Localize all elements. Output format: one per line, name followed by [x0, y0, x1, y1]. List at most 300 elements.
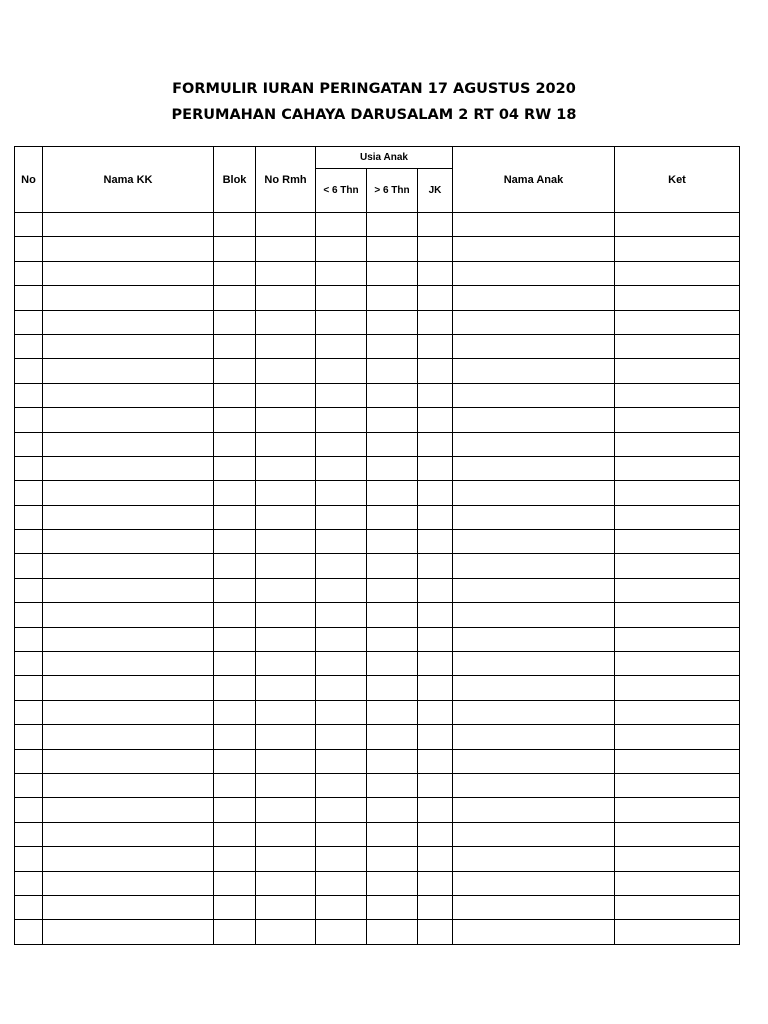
cell-nama-anak[interactable] [453, 261, 615, 285]
cell-ket[interactable] [615, 871, 740, 895]
cell-nama-kk[interactable] [43, 359, 214, 383]
cell-under-6[interactable] [316, 895, 367, 919]
cell-no-rmh[interactable] [256, 334, 316, 358]
cell-no[interactable] [15, 286, 43, 310]
cell-under-6[interactable] [316, 603, 367, 627]
cell-ket[interactable] [615, 359, 740, 383]
cell-jk[interactable] [418, 603, 453, 627]
table-row [15, 676, 740, 700]
cell-under-6[interactable] [316, 481, 367, 505]
cell-no[interactable] [15, 871, 43, 895]
cell-ket[interactable] [615, 652, 740, 676]
table-row [15, 261, 740, 285]
cell-no-rmh[interactable] [256, 603, 316, 627]
cell-over-6[interactable] [367, 432, 418, 456]
cell-jk[interactable] [418, 481, 453, 505]
cell-jk[interactable] [418, 286, 453, 310]
cell-ket[interactable] [615, 505, 740, 529]
cell-nama-anak[interactable] [453, 237, 615, 261]
cell-nama-kk[interactable] [43, 383, 214, 407]
cell-nama-anak[interactable] [453, 652, 615, 676]
cell-ket[interactable] [615, 530, 740, 554]
table-row [15, 920, 740, 944]
table-row [15, 652, 740, 676]
cell-nama-anak[interactable] [453, 603, 615, 627]
cell-jk[interactable] [418, 456, 453, 480]
cell-no[interactable] [15, 603, 43, 627]
cell-blok[interactable] [214, 725, 256, 749]
cell-under-6[interactable] [316, 237, 367, 261]
cell-no[interactable] [15, 213, 43, 237]
table-row [15, 798, 740, 822]
cell-ket[interactable] [615, 310, 740, 334]
cell-no[interactable] [15, 895, 43, 919]
cell-ket[interactable] [615, 481, 740, 505]
cell-nama-anak[interactable] [453, 554, 615, 578]
cell-no-rmh[interactable] [256, 554, 316, 578]
cell-under-6[interactable] [316, 822, 367, 846]
cell-nama-kk[interactable] [43, 334, 214, 358]
cell-over-6[interactable] [367, 237, 418, 261]
cell-nama-anak[interactable] [453, 408, 615, 432]
cell-nama-kk[interactable] [43, 652, 214, 676]
cell-no[interactable] [15, 578, 43, 602]
cell-under-6[interactable] [316, 871, 367, 895]
cell-blok[interactable] [214, 530, 256, 554]
header-row-top [15, 147, 740, 169]
cell-no[interactable] [15, 847, 43, 871]
cell-nama-kk[interactable] [43, 481, 214, 505]
cell-no-rmh[interactable] [256, 213, 316, 237]
header-jk: JK [418, 169, 453, 213]
cell-blok[interactable] [214, 383, 256, 407]
cell-under-6[interactable] [316, 505, 367, 529]
table-row [15, 237, 740, 261]
cell-jk[interactable] [418, 261, 453, 285]
cell-jk[interactable] [418, 725, 453, 749]
cell-over-6[interactable] [367, 554, 418, 578]
cell-over-6[interactable] [367, 286, 418, 310]
cell-no[interactable] [15, 554, 43, 578]
cell-over-6[interactable] [367, 652, 418, 676]
cell-nama-kk[interactable] [43, 725, 214, 749]
cell-nama-kk[interactable] [43, 213, 214, 237]
cell-nama-anak[interactable] [453, 334, 615, 358]
cell-over-6[interactable] [367, 749, 418, 773]
cell-under-6[interactable] [316, 286, 367, 310]
cell-jk[interactable] [418, 310, 453, 334]
cell-under-6[interactable] [316, 749, 367, 773]
cell-jk[interactable] [418, 334, 453, 358]
cell-ket[interactable] [615, 847, 740, 871]
cell-nama-kk[interactable] [43, 578, 214, 602]
cell-over-6[interactable] [367, 895, 418, 919]
cell-blok[interactable] [214, 237, 256, 261]
cell-no-rmh[interactable] [256, 481, 316, 505]
cell-no[interactable] [15, 798, 43, 822]
cell-blok[interactable] [214, 847, 256, 871]
cell-under-6[interactable] [316, 578, 367, 602]
cell-no-rmh[interactable] [256, 456, 316, 480]
cell-no-rmh[interactable] [256, 847, 316, 871]
cell-over-6[interactable] [367, 676, 418, 700]
cell-ket[interactable] [615, 432, 740, 456]
table-row [15, 359, 740, 383]
cell-ket[interactable] [615, 700, 740, 724]
cell-no[interactable] [15, 530, 43, 554]
cell-no[interactable] [15, 920, 43, 944]
cell-jk[interactable] [418, 359, 453, 383]
cell-under-6[interactable] [316, 676, 367, 700]
cell-nama-anak[interactable] [453, 773, 615, 797]
cell-jk[interactable] [418, 676, 453, 700]
cell-over-6[interactable] [367, 334, 418, 358]
cell-under-6[interactable] [316, 213, 367, 237]
cell-nama-kk[interactable] [43, 847, 214, 871]
cell-over-6[interactable] [367, 383, 418, 407]
cell-nama-kk[interactable] [43, 310, 214, 334]
cell-nama-anak[interactable] [453, 286, 615, 310]
cell-nama-anak[interactable] [453, 359, 615, 383]
cell-nama-anak[interactable] [453, 725, 615, 749]
cell-ket[interactable] [615, 261, 740, 285]
cell-under-6[interactable] [316, 310, 367, 334]
cell-jk[interactable] [418, 383, 453, 407]
cell-nama-anak[interactable] [453, 895, 615, 919]
cell-ket[interactable] [615, 895, 740, 919]
cell-blok[interactable] [214, 359, 256, 383]
cell-no-rmh[interactable] [256, 237, 316, 261]
cell-no-rmh[interactable] [256, 822, 316, 846]
cell-nama-anak[interactable] [453, 213, 615, 237]
cell-no[interactable] [15, 749, 43, 773]
cell-ket[interactable] [615, 749, 740, 773]
cell-jk[interactable] [418, 627, 453, 651]
cell-blok[interactable] [214, 749, 256, 773]
header-blok: Blok [214, 147, 256, 213]
cell-no-rmh[interactable] [256, 676, 316, 700]
cell-nama-kk[interactable] [43, 261, 214, 285]
cell-no-rmh[interactable] [256, 310, 316, 334]
cell-no-rmh[interactable] [256, 286, 316, 310]
cell-over-6[interactable] [367, 725, 418, 749]
table-row [15, 895, 740, 919]
cell-no[interactable] [15, 261, 43, 285]
cell-no[interactable] [15, 237, 43, 261]
cell-nama-anak[interactable] [453, 847, 615, 871]
header-over-6: > 6 Thn [367, 169, 418, 213]
cell-blok[interactable] [214, 920, 256, 944]
cell-under-6[interactable] [316, 334, 367, 358]
cell-no-rmh[interactable] [256, 652, 316, 676]
cell-blok[interactable] [214, 310, 256, 334]
cell-jk[interactable] [418, 871, 453, 895]
table-row [15, 554, 740, 578]
cell-no[interactable] [15, 505, 43, 529]
cell-blok[interactable] [214, 578, 256, 602]
cell-no-rmh[interactable] [256, 749, 316, 773]
cell-nama-anak[interactable] [453, 530, 615, 554]
cell-nama-kk[interactable] [43, 871, 214, 895]
cell-nama-anak[interactable] [453, 310, 615, 334]
cell-nama-anak[interactable] [453, 700, 615, 724]
cell-no-rmh[interactable] [256, 871, 316, 895]
table-row [15, 383, 740, 407]
cell-no-rmh[interactable] [256, 359, 316, 383]
cell-no[interactable] [15, 334, 43, 358]
cell-over-6[interactable] [367, 505, 418, 529]
header-no-rmh: No Rmh [256, 147, 316, 213]
cell-nama-kk[interactable] [43, 676, 214, 700]
cell-jk[interactable] [418, 554, 453, 578]
cell-no[interactable] [15, 652, 43, 676]
cell-no-rmh[interactable] [256, 408, 316, 432]
cell-no[interactable] [15, 408, 43, 432]
cell-nama-kk[interactable] [43, 798, 214, 822]
cell-over-6[interactable] [367, 310, 418, 334]
cell-ket[interactable] [615, 578, 740, 602]
table-row [15, 432, 740, 456]
cell-over-6[interactable] [367, 578, 418, 602]
cell-under-6[interactable] [316, 383, 367, 407]
cell-ket[interactable] [615, 676, 740, 700]
cell-no-rmh[interactable] [256, 261, 316, 285]
cell-blok[interactable] [214, 432, 256, 456]
cell-nama-kk[interactable] [43, 554, 214, 578]
cell-jk[interactable] [418, 920, 453, 944]
cell-no[interactable] [15, 822, 43, 846]
cell-no-rmh[interactable] [256, 383, 316, 407]
cell-blok[interactable] [214, 652, 256, 676]
table-body [15, 213, 740, 945]
cell-over-6[interactable] [367, 603, 418, 627]
cell-nama-anak[interactable] [453, 871, 615, 895]
cell-no-rmh[interactable] [256, 578, 316, 602]
cell-nama-kk[interactable] [43, 603, 214, 627]
cell-under-6[interactable] [316, 700, 367, 724]
cell-blok[interactable] [214, 261, 256, 285]
cell-jk[interactable] [418, 895, 453, 919]
cell-over-6[interactable] [367, 798, 418, 822]
cell-over-6[interactable] [367, 627, 418, 651]
cell-under-6[interactable] [316, 408, 367, 432]
cell-ket[interactable] [615, 408, 740, 432]
cell-over-6[interactable] [367, 530, 418, 554]
header-no: No [15, 147, 43, 213]
cell-nama-anak[interactable] [453, 481, 615, 505]
cell-nama-kk[interactable] [43, 505, 214, 529]
cell-blok[interactable] [214, 700, 256, 724]
cell-ket[interactable] [615, 773, 740, 797]
cell-blok[interactable] [214, 213, 256, 237]
cell-blok[interactable] [214, 286, 256, 310]
cell-nama-kk[interactable] [43, 627, 214, 651]
cell-ket[interactable] [615, 725, 740, 749]
cell-nama-anak[interactable] [453, 505, 615, 529]
cell-nama-anak[interactable] [453, 627, 615, 651]
cell-no-rmh[interactable] [256, 432, 316, 456]
cell-ket[interactable] [615, 603, 740, 627]
cell-under-6[interactable] [316, 652, 367, 676]
cell-nama-kk[interactable] [43, 286, 214, 310]
cell-no-rmh[interactable] [256, 798, 316, 822]
cell-jk[interactable] [418, 505, 453, 529]
table-row [15, 773, 740, 797]
cell-jk[interactable] [418, 652, 453, 676]
cell-no-rmh[interactable] [256, 627, 316, 651]
cell-nama-anak[interactable] [453, 432, 615, 456]
cell-nama-kk[interactable] [43, 456, 214, 480]
cell-under-6[interactable] [316, 359, 367, 383]
cell-nama-anak[interactable] [453, 822, 615, 846]
cell-no-rmh[interactable] [256, 505, 316, 529]
cell-ket[interactable] [615, 456, 740, 480]
cell-under-6[interactable] [316, 798, 367, 822]
cell-nama-anak[interactable] [453, 749, 615, 773]
cell-under-6[interactable] [316, 725, 367, 749]
cell-no[interactable] [15, 456, 43, 480]
cell-nama-anak[interactable] [453, 578, 615, 602]
cell-under-6[interactable] [316, 432, 367, 456]
cell-jk[interactable] [418, 798, 453, 822]
table-row [15, 456, 740, 480]
cell-nama-anak[interactable] [453, 456, 615, 480]
cell-ket[interactable] [615, 798, 740, 822]
table-row [15, 603, 740, 627]
cell-nama-anak[interactable] [453, 920, 615, 944]
cell-under-6[interactable] [316, 456, 367, 480]
cell-blok[interactable] [214, 408, 256, 432]
cell-blok[interactable] [214, 456, 256, 480]
cell-blok[interactable] [214, 798, 256, 822]
cell-no[interactable] [15, 383, 43, 407]
cell-blok[interactable] [214, 895, 256, 919]
cell-no-rmh[interactable] [256, 530, 316, 554]
cell-blok[interactable] [214, 676, 256, 700]
cell-jk[interactable] [418, 700, 453, 724]
cell-nama-kk[interactable] [43, 895, 214, 919]
cell-over-6[interactable] [367, 871, 418, 895]
cell-over-6[interactable] [367, 773, 418, 797]
cell-blok[interactable] [214, 773, 256, 797]
cell-over-6[interactable] [367, 847, 418, 871]
cell-nama-kk[interactable] [43, 773, 214, 797]
cell-jk[interactable] [418, 847, 453, 871]
cell-ket[interactable] [615, 822, 740, 846]
table-row [15, 627, 740, 651]
cell-over-6[interactable] [367, 481, 418, 505]
table-row [15, 700, 740, 724]
cell-jk[interactable] [418, 578, 453, 602]
cell-no[interactable] [15, 359, 43, 383]
cell-ket[interactable] [615, 627, 740, 651]
cell-under-6[interactable] [316, 847, 367, 871]
cell-blok[interactable] [214, 481, 256, 505]
cell-jk[interactable] [418, 408, 453, 432]
cell-jk[interactable] [418, 432, 453, 456]
cell-nama-kk[interactable] [43, 432, 214, 456]
cell-under-6[interactable] [316, 773, 367, 797]
cell-no-rmh[interactable] [256, 700, 316, 724]
cell-no[interactable] [15, 676, 43, 700]
cell-jk[interactable] [418, 530, 453, 554]
cell-blok[interactable] [214, 334, 256, 358]
cell-blok[interactable] [214, 871, 256, 895]
cell-blok[interactable] [214, 554, 256, 578]
cell-nama-anak[interactable] [453, 798, 615, 822]
form-title-block [0, 76, 748, 128]
cell-ket[interactable] [615, 383, 740, 407]
cell-over-6[interactable] [367, 700, 418, 724]
cell-no-rmh[interactable] [256, 773, 316, 797]
cell-under-6[interactable] [316, 920, 367, 944]
cell-jk[interactable] [418, 749, 453, 773]
cell-no[interactable] [15, 627, 43, 651]
cell-jk[interactable] [418, 773, 453, 797]
cell-no[interactable] [15, 725, 43, 749]
table-row [15, 530, 740, 554]
cell-over-6[interactable] [367, 822, 418, 846]
cell-nama-kk[interactable] [43, 530, 214, 554]
cell-over-6[interactable] [367, 359, 418, 383]
cell-no-rmh[interactable] [256, 920, 316, 944]
cell-blok[interactable] [214, 627, 256, 651]
cell-over-6[interactable] [367, 261, 418, 285]
cell-nama-anak[interactable] [453, 676, 615, 700]
cell-no-rmh[interactable] [256, 725, 316, 749]
cell-nama-anak[interactable] [453, 383, 615, 407]
cell-jk[interactable] [418, 822, 453, 846]
cell-ket[interactable] [615, 213, 740, 237]
cell-ket[interactable] [615, 920, 740, 944]
cell-no[interactable] [15, 700, 43, 724]
cell-no[interactable] [15, 432, 43, 456]
cell-under-6[interactable] [316, 261, 367, 285]
cell-blok[interactable] [214, 505, 256, 529]
cell-under-6[interactable] [316, 530, 367, 554]
cell-ket[interactable] [615, 554, 740, 578]
cell-under-6[interactable] [316, 554, 367, 578]
cell-nama-kk[interactable] [43, 822, 214, 846]
cell-ket[interactable] [615, 334, 740, 358]
cell-over-6[interactable] [367, 213, 418, 237]
table-row [15, 408, 740, 432]
cell-no[interactable] [15, 773, 43, 797]
cell-nama-kk[interactable] [43, 700, 214, 724]
cell-nama-kk[interactable] [43, 920, 214, 944]
cell-over-6[interactable] [367, 456, 418, 480]
cell-over-6[interactable] [367, 408, 418, 432]
cell-ket[interactable] [615, 237, 740, 261]
cell-blok[interactable] [214, 603, 256, 627]
cell-over-6[interactable] [367, 920, 418, 944]
header-nama-anak: Nama Anak [453, 147, 615, 213]
cell-under-6[interactable] [316, 627, 367, 651]
cell-ket[interactable] [615, 286, 740, 310]
cell-jk[interactable] [418, 213, 453, 237]
table-row [15, 505, 740, 529]
cell-nama-kk[interactable] [43, 749, 214, 773]
cell-nama-kk[interactable] [43, 408, 214, 432]
table-row [15, 725, 740, 749]
cell-no-rmh[interactable] [256, 895, 316, 919]
cell-no[interactable] [15, 481, 43, 505]
cell-blok[interactable] [214, 822, 256, 846]
cell-jk[interactable] [418, 237, 453, 261]
contribution-form-table [14, 146, 740, 945]
cell-nama-kk[interactable] [43, 237, 214, 261]
cell-no[interactable] [15, 310, 43, 334]
